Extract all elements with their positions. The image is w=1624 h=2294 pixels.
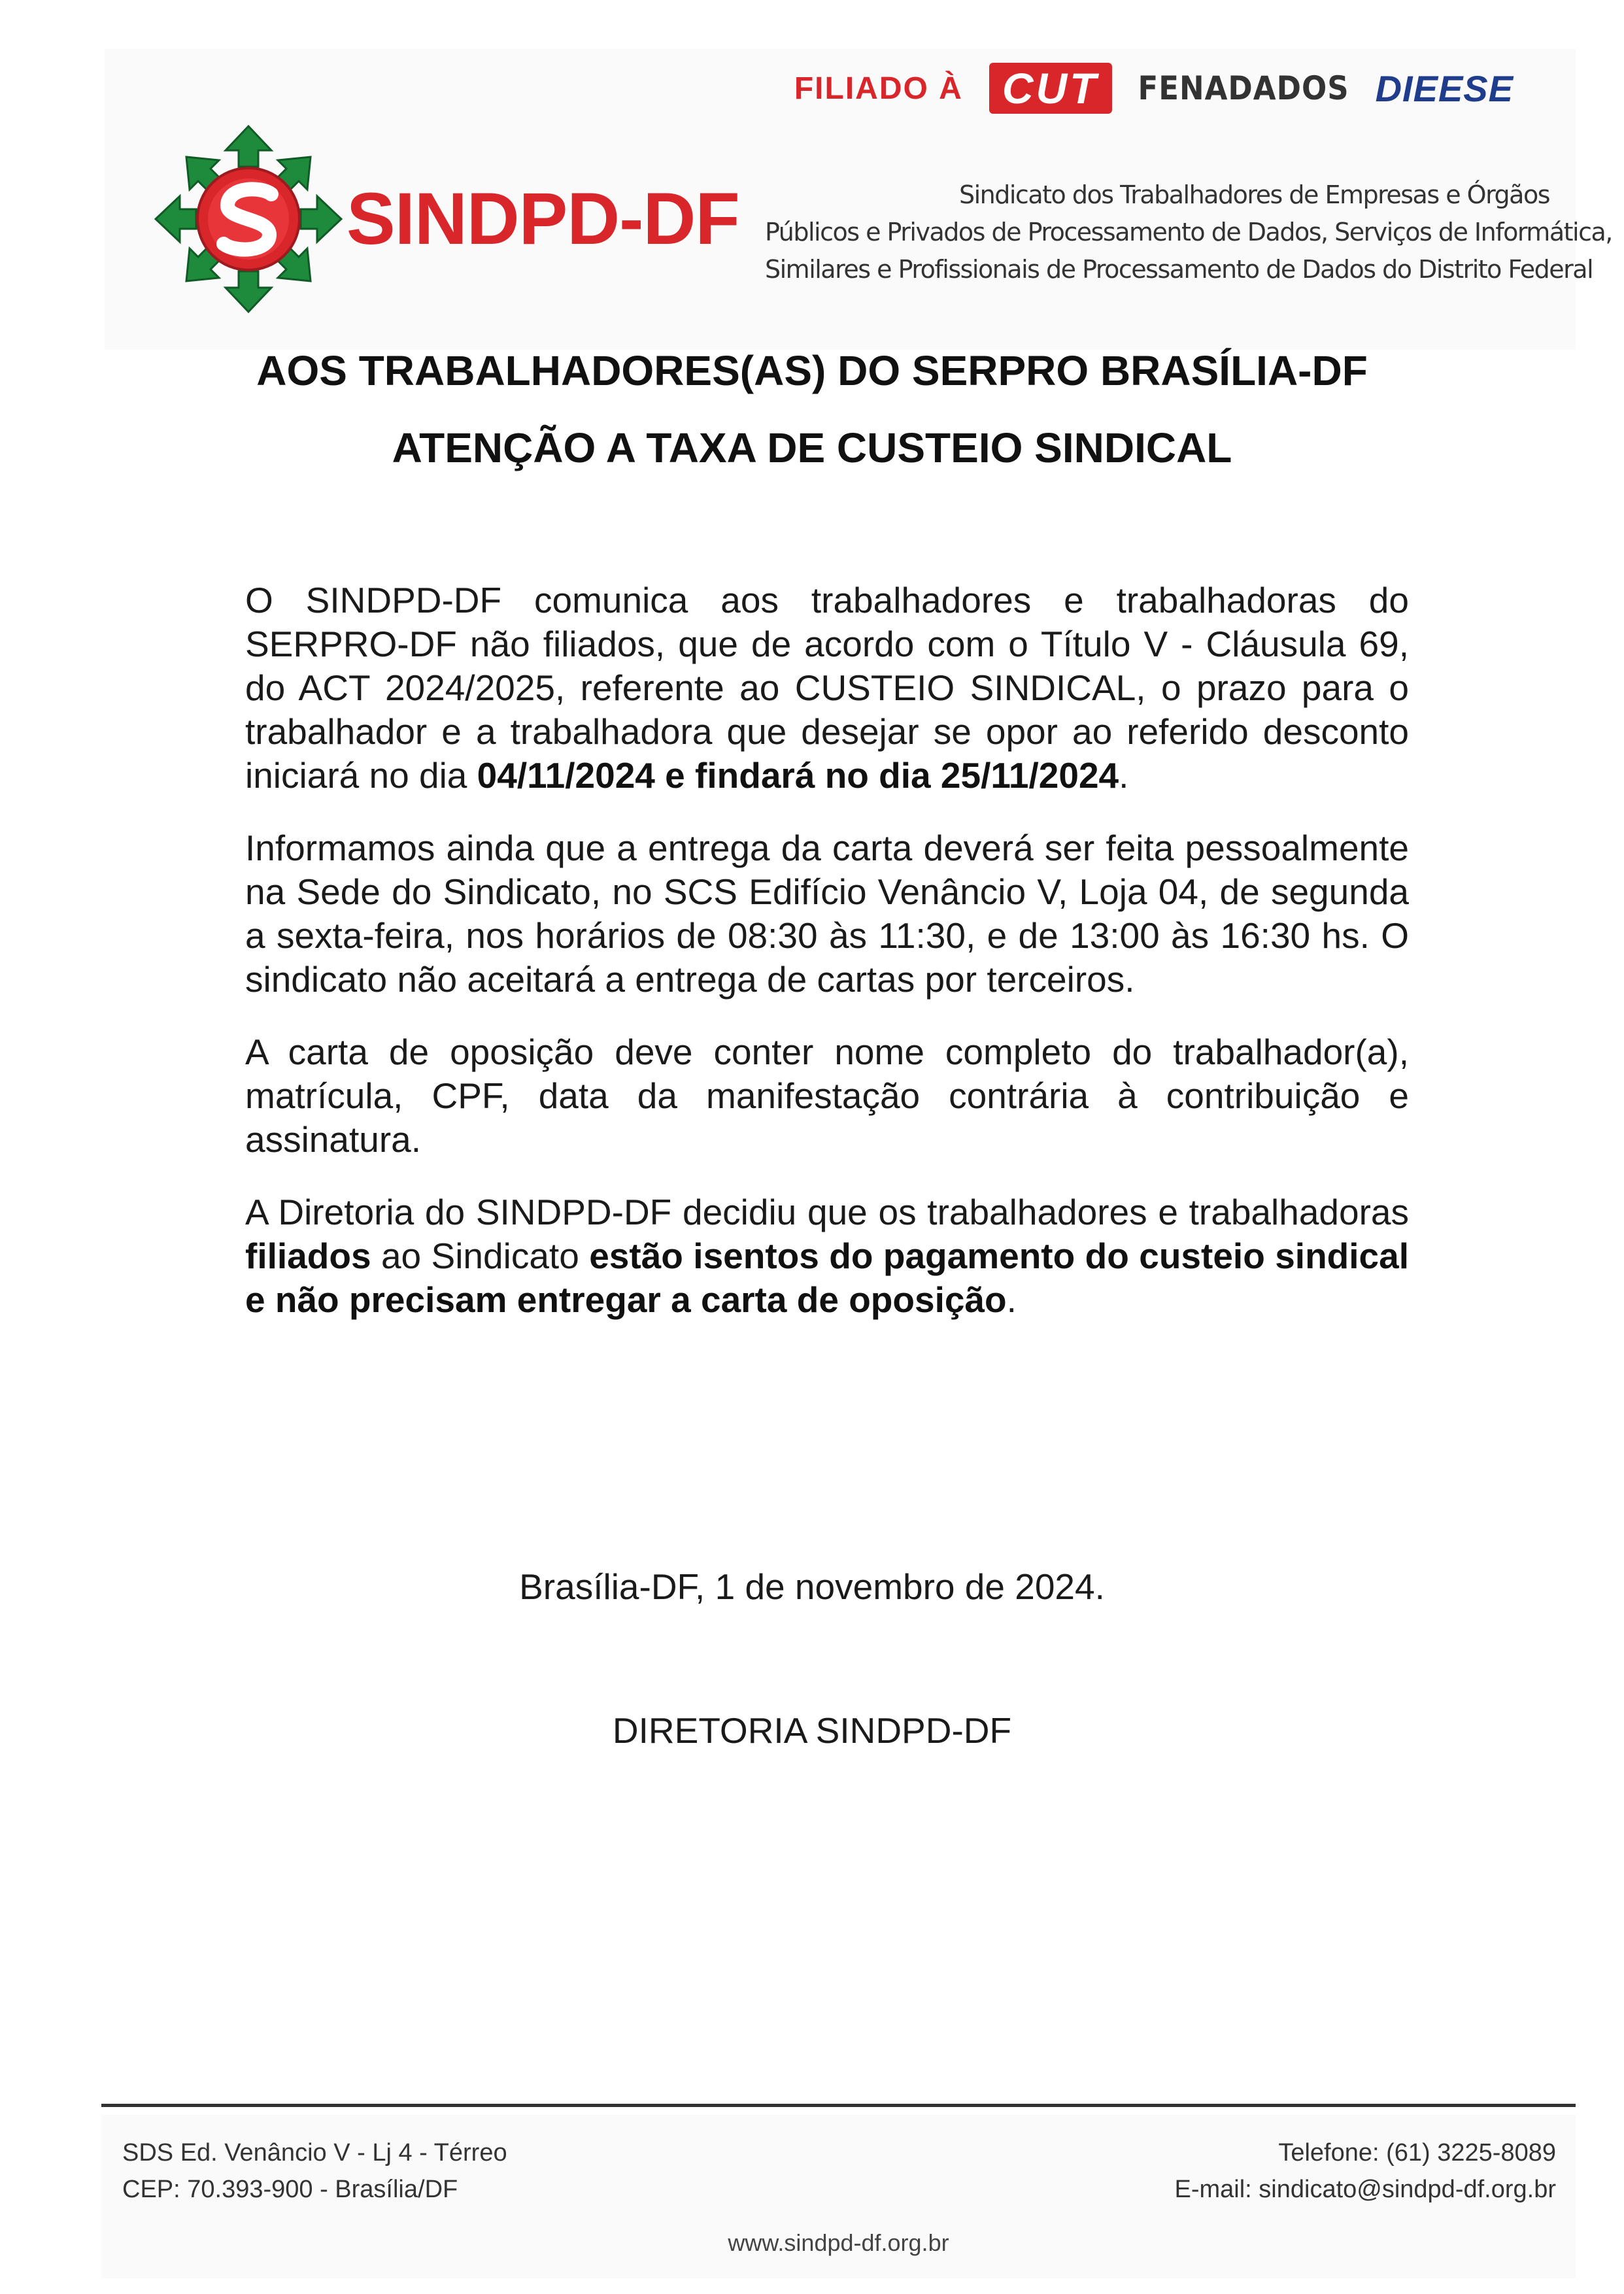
address-line: SDS Ed. Venâncio V - Lj 4 - Térreo: [122, 2139, 507, 2167]
paragraph-delivery: Informamos ainda que a entrega da carta deverá ser feita pessoalmente na Sede do Sindicato, no SCS Edifício Venâncio V, Loja 04, de segunda a sexta-feira, nos horários de 08:30 às 11:30, e de 13:00 às 16:30 hs. O sindicato não aceitará a entrega de cartas por terceiros.: [245, 828, 1409, 1000]
footer-contact: [1175, 2134, 1557, 2208]
email: E-mail: sindicato@sindpd-df.org.br: [1174, 2176, 1556, 2203]
affiliation-label: FILIADO À: [794, 71, 963, 106]
paragraph-text: .: [1119, 755, 1129, 796]
paragraph-text: .: [1006, 1279, 1017, 1320]
letter-body: [245, 579, 1409, 1351]
address-line: CEP: 70.393-900 - Brasília/DF: [122, 2176, 458, 2203]
phone: Telefone: (61) 3225-8089: [1278, 2139, 1556, 2167]
deadline-dates: 04/11/2024 e findará no dia 25/11/2024: [477, 755, 1119, 796]
brand-name: SINDPD-DF: [347, 178, 739, 260]
sindpd-brand: [150, 121, 771, 324]
dieese-logo: DIEESE: [1375, 67, 1514, 109]
org-description-line: Públicos e Privados de Processamento de Dados, Serviços de Informática,: [765, 218, 1612, 246]
paragraph-exemption: [245, 1190, 1409, 1322]
fenadados-logo: [1138, 69, 1349, 107]
fenadados-logo-text: FENADADOS: [1138, 69, 1349, 107]
document-subtitle: ATENÇÃO A TAXA DE CUSTEIO SINDICAL: [392, 424, 1232, 471]
paragraph-text: A Diretoria do SINDPD-DF decidiu que os trabalhadores e trabalhadoras: [245, 1192, 1409, 1232]
paragraph-text: ao Sindicato: [371, 1236, 590, 1276]
paragraph-text: O SINDPD-DF comunica aos trabalhadores e trabalhadoras do SERPRO-DF não filiados, que de acordo com o Título V - Cláusula 69, do ACT 2024/2025, referente ao CUSTEIO SINDICAL, o prazo para o trabalhador e a trabalhadora que desejar se opor ao referido desconto iniciará no dia: [245, 580, 1409, 796]
document-title: AOS TRABALHADORES(AS) DO SERPRO BRASÍLIA-DF: [256, 347, 1368, 394]
letterhead: [105, 49, 1612, 350]
org-description-line: Sindicato dos Trabalhadores de Empresas e Órgãos: [958, 180, 1549, 209]
paragraph-letter-content: A carta de oposição deve conter nome completo do trabalhador(a), matrícula, CPF, data da manifestação contrária à contribuição e assinatura.: [245, 1032, 1409, 1160]
affiliations: [794, 52, 1514, 124]
signature: DIRETORIA SINDPD-DF: [612, 1710, 1012, 1751]
footer-divider: [101, 2104, 1576, 2107]
date-line: Brasília-DF, 1 de novembro de 2024.: [519, 1566, 1105, 1607]
bold-text: filiados: [245, 1236, 371, 1276]
bold-text: estão isentos do pagamento do custeio sindical e não precisam entregar a carta de oposição: [245, 1236, 1409, 1320]
sindpd-emblem-icon: [150, 121, 347, 317]
footer: [101, 2115, 1576, 2278]
footer-address: [122, 2134, 507, 2208]
paragraph-deadline: [245, 579, 1409, 798]
org-description: [765, 177, 1612, 288]
cut-logo: CUT: [989, 63, 1112, 114]
website: www.sindpd-df.org.br: [728, 2229, 949, 2256]
org-description-line: Similares e Profissionais de Processamento de Dados do Distrito Federal: [765, 255, 1593, 284]
